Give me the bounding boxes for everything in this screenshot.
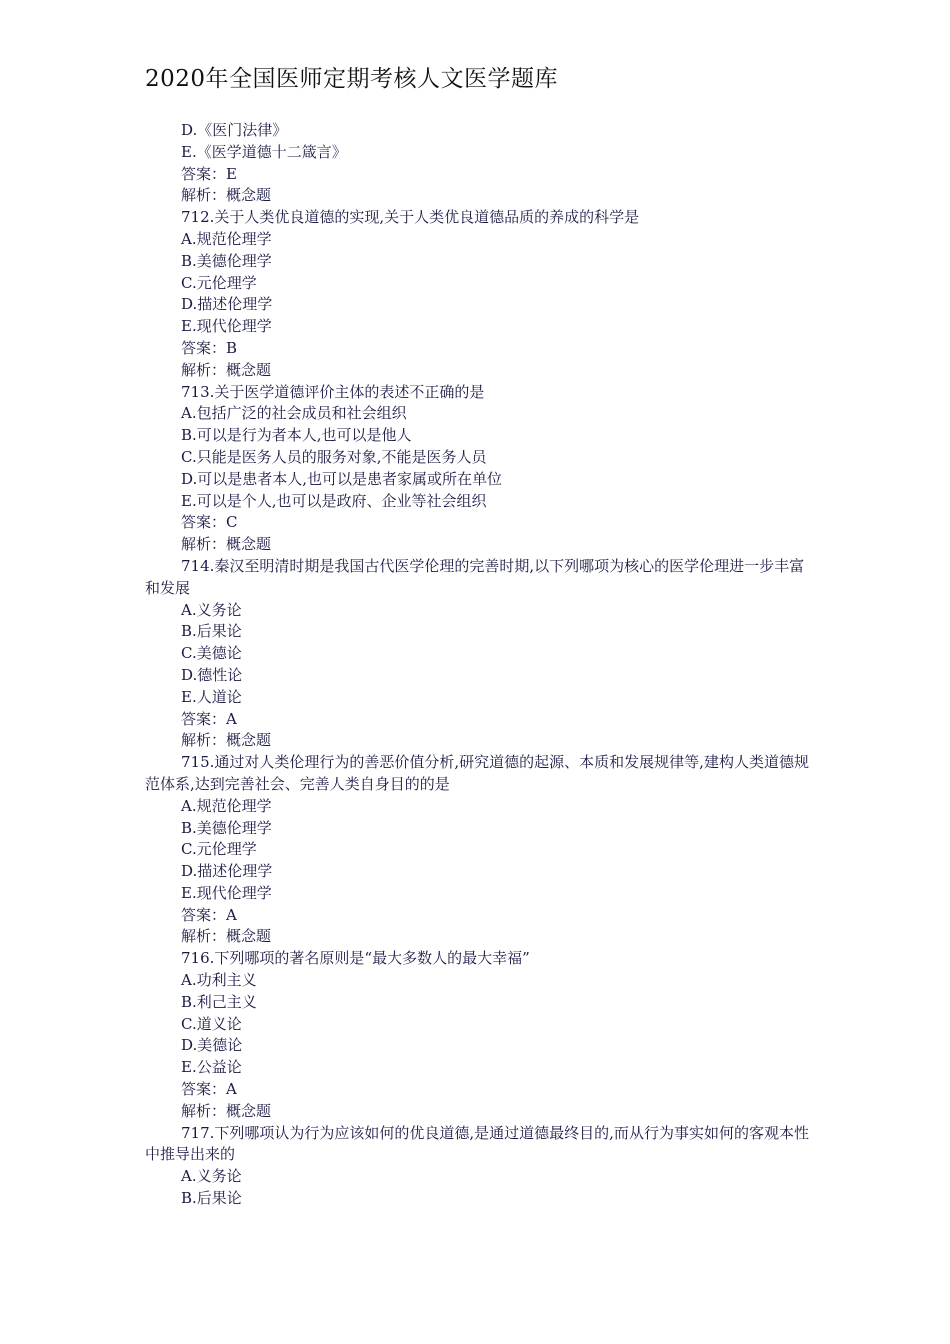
option-b: B.美德伦理学 (181, 818, 272, 837)
question-713-stem: 713.关于医学道德评价主体的表述不正确的是 (181, 382, 485, 401)
analysis-line: 解析：概念题 (181, 1101, 272, 1120)
option-a: A.义务论 (181, 1167, 242, 1186)
option-c: C.美德论 (181, 644, 242, 663)
option-a: A.义务论 (181, 600, 242, 619)
question-content (145, 120, 815, 1210)
question-715-stem: 715.通过对人类伦理行为的善恶价值分析,研究道德的起源、本质和发展规律等,建构人类道德规范体系,达到完善社会、完善人类自身目的的是 (145, 753, 809, 793)
question-712-stem: 712.关于人类优良道德的实现,关于人类优良道德品质的养成的科学是 (181, 208, 640, 227)
option-a: A.功利主义 (181, 971, 257, 990)
analysis-line: 解析：概念题 (181, 731, 272, 750)
option-e: E.现代伦理学 (181, 317, 272, 336)
option-b: B.可以是行为者本人,也可以是他人 (181, 426, 412, 445)
option-c: C.元伦理学 (181, 840, 257, 859)
analysis-line: 解析：概念题 (181, 360, 272, 379)
option-c: C.只能是医务人员的服务对象,不能是医务人员 (181, 447, 487, 466)
analysis-line: 解析：概念题 (181, 535, 272, 554)
option-e: E.现代伦理学 (181, 883, 272, 902)
answer-line: 答案：A (181, 709, 237, 728)
answer-line: 答案：A (181, 1080, 237, 1099)
analysis-line: 解析：概念题 (181, 186, 272, 205)
option-d: D.可以是患者本人,也可以是患者家属或所在单位 (181, 469, 503, 488)
answer-line: 答案：C (181, 513, 238, 532)
option-c: C.元伦理学 (181, 273, 257, 292)
option-e: E.可以是个人,也可以是政府、企业等社会组织 (181, 491, 487, 510)
option-e: E.人道论 (181, 687, 242, 706)
option-a: A.规范伦理学 (181, 229, 272, 248)
option-e: E.公益论 (181, 1058, 242, 1077)
page-title: 2020年全国医师定期考核人文医学题库 (145, 66, 559, 92)
option-e: E.《医学道德十二箴言》 (181, 142, 347, 161)
question-717-stem: 717.下列哪项认为行为应该如何的优良道德,是通过道德最终目的,而从行为事实如何的客观本性中推导出来的 (145, 1123, 809, 1164)
answer-line: 答案：A (181, 905, 237, 924)
option-c: C.道义论 (181, 1014, 242, 1033)
option-d: D.描述伦理学 (181, 862, 273, 881)
option-a: A.规范伦理学 (181, 796, 272, 815)
question-716-stem: 716.下列哪项的著名原则是“最大多数人的最大幸福” (181, 949, 530, 968)
answer-line: 答案：B (181, 338, 238, 357)
option-d: D.《医门法律》 (181, 121, 288, 139)
option-a: A.包括广泛的社会成员和社会组织 (181, 404, 407, 423)
option-d: D.德性论 (181, 665, 243, 684)
option-b: B.后果论 (181, 622, 242, 641)
option-b: B.美德伦理学 (181, 251, 272, 270)
option-b: B.利己主义 (181, 992, 257, 1011)
question-714-stem: 714.秦汉至明清时期是我国古代医学伦理的完善时期,以下列哪项为核心的医学伦理进一步丰富和发展 (145, 556, 805, 597)
option-d: D.美德论 (181, 1036, 243, 1055)
option-d: D.描述伦理学 (181, 295, 273, 314)
option-b: B.后果论 (181, 1189, 242, 1208)
answer-line: 答案：E (181, 164, 237, 183)
analysis-line: 解析：概念题 (181, 927, 272, 946)
